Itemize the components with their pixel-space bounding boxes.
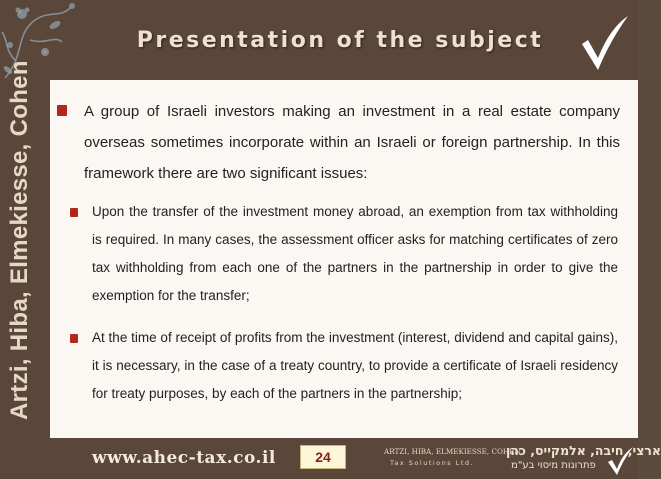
bullet-icon (57, 105, 67, 116)
website-url: www.ahec-tax.co.il (92, 448, 276, 468)
bullet-icon (70, 334, 78, 343)
logo-subtitle: Tax Solutions Ltd. (390, 459, 475, 467)
firm-name-vertical: Artzi, Hiba, Elmekiesse, Cohen (6, 60, 33, 420)
logo-text-hebrew: ארצי, חיבה, אלמקייס, כהן (506, 443, 661, 458)
main-bullet (60, 96, 620, 189)
checkmark-icon (606, 446, 634, 476)
page-number: 24 (300, 445, 346, 469)
bullet-icon (70, 208, 78, 217)
checkmark-icon (578, 14, 630, 72)
sub-bullet (76, 198, 636, 310)
logo-subtitle-hebrew: פתרונות מיסוי בע"מ (511, 460, 596, 471)
sub-bullet-text: Upon the transfer of the investment money abroad, an exemption from tax withholding is required. In many cases, the assessment officer asks for matching certificates of zero tax withholding from each one of the partners in the partnership in order to give the exemption for the transfer; (92, 204, 618, 303)
main-bullet-text: A group of Israeli investors making an investment in a real estate company overseas sometimes incorporate within an Israeli or foreign partnership. In this framework there are two significant issues: (84, 103, 620, 182)
content-panel (50, 80, 638, 438)
logo-text-english: ARTZI, HIBA, ELMEKIESSE, COHEN (384, 447, 521, 456)
slide-title: Presentation of the subject (136, 28, 544, 53)
sub-bullet-text: At the time of receipt of profits from the investment (interest, dividend and capital gains), it is necessary, in the case of a treaty country, to provide a certificate of Israeli residency for treaty purposes, by each of the partners in the partnership; (92, 330, 618, 401)
sub-bullet (76, 324, 636, 408)
